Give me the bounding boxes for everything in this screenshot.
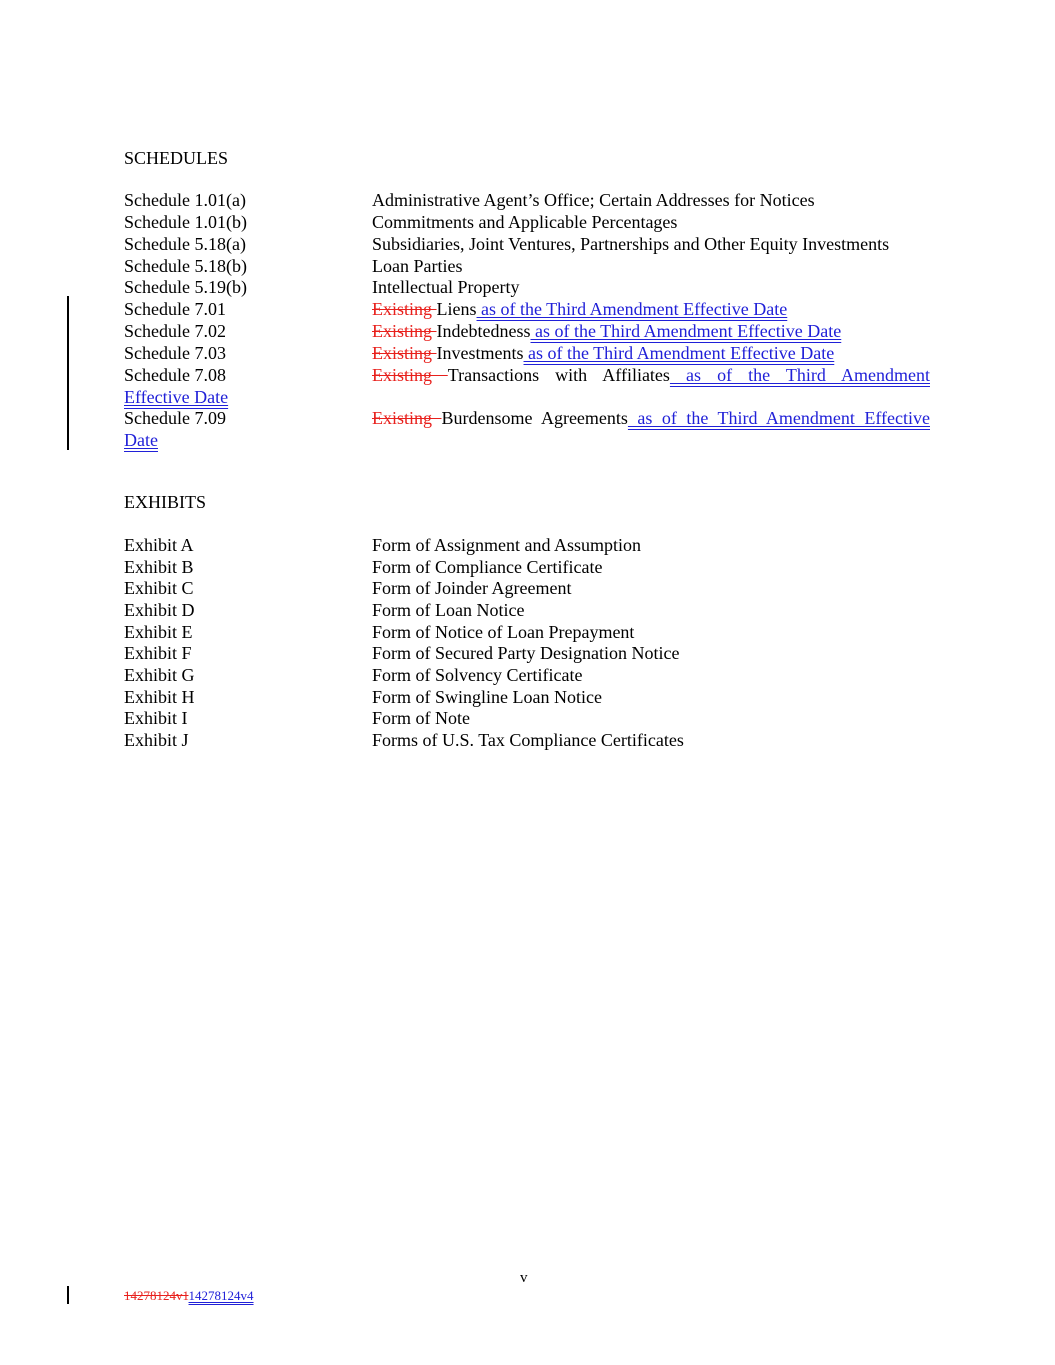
document-id-footer <box>124 1287 254 1305</box>
exhibit-title: Form of Assignment and Assumption <box>372 535 642 555</box>
inserted-text-continuation: Effective Date <box>124 387 229 407</box>
schedule-title: Administrative Agent’s Office; Certain Addresses for Notices <box>372 190 815 210</box>
exhibit-title: Form of Secured Party Designation Notice <box>372 643 680 663</box>
schedule-label: Schedule 7.01 <box>124 299 226 319</box>
exhibit-title: Form of Swingline Loan Notice <box>372 687 602 707</box>
inserted-text-continuation: Date <box>124 430 158 450</box>
change-bar <box>67 296 69 450</box>
exhibit-label: Exhibit E <box>124 622 193 642</box>
inserted-text: as of the Third Amendment Effective <box>627 408 930 428</box>
change-bar <box>67 1286 69 1304</box>
exhibit-title: Form of Loan Notice <box>372 600 525 620</box>
schedule-label: Schedule 7.08 <box>124 365 226 385</box>
exhibit-label: Exhibit C <box>124 578 194 598</box>
schedule-label: Schedule 7.09 <box>124 408 226 428</box>
schedule-title <box>372 320 841 342</box>
inserted-text: as of the Third Amendment Effective Date <box>476 299 788 319</box>
schedule-title: Loan Parties <box>372 256 463 276</box>
schedule-title-text: Indebtedness <box>436 321 531 341</box>
exhibit-label: Exhibit H <box>124 687 195 707</box>
schedule-title <box>372 407 930 429</box>
exhibit-title: Forms of U.S. Tax Compliance Certificates <box>372 730 684 750</box>
exhibit-title: Form of Solvency Certificate <box>372 665 583 685</box>
inserted-text: as of the Third Amendment Effective Date <box>530 321 842 341</box>
exhibit-title: Form of Note <box>372 708 470 728</box>
exhibit-label: Exhibit D <box>124 600 195 620</box>
inserted-document-id: 14278124v4 <box>188 1288 254 1303</box>
deleted-text: Existing <box>372 321 437 341</box>
schedule-title: Subsidiaries, Joint Ventures, Partnerships and Other Equity Investments <box>372 234 890 254</box>
inserted-text: as of the Third Amendment <box>669 365 930 385</box>
exhibit-title: Form of Compliance Certificate <box>372 557 603 577</box>
schedule-label: Schedule 5.18(a) <box>124 234 246 254</box>
exhibit-label: Exhibit F <box>124 643 192 663</box>
deleted-text: Existing <box>372 365 448 385</box>
schedule-title-text: Burdensome Agreements <box>441 408 628 428</box>
schedule-label: Schedule 5.19(b) <box>124 277 247 297</box>
deleted-text: Existing <box>372 408 442 428</box>
exhibit-label: Exhibit B <box>124 557 194 577</box>
schedule-title-text: Liens <box>436 299 477 319</box>
deleted-text: Existing <box>372 299 437 319</box>
schedules-heading: SCHEDULES <box>124 148 229 168</box>
exhibit-title: Form of Notice of Loan Prepayment <box>372 622 635 642</box>
schedule-label: Schedule 5.18(b) <box>124 256 247 276</box>
schedule-label: Schedule 1.01(b) <box>124 212 247 232</box>
schedule-title <box>372 364 930 386</box>
schedule-title <box>372 298 787 320</box>
exhibit-title: Form of Joinder Agreement <box>372 578 572 598</box>
schedule-title: Intellectual Property <box>372 277 520 297</box>
exhibit-label: Exhibit G <box>124 665 195 685</box>
schedule-title-text: Investments <box>436 343 524 363</box>
schedule-title-text: Transactions with Affiliates <box>447 365 670 385</box>
exhibit-label: Exhibit I <box>124 708 188 728</box>
exhibit-label: Exhibit A <box>124 535 194 555</box>
deleted-document-id: 14278124v1 <box>124 1288 189 1303</box>
schedule-label: Schedule 7.03 <box>124 343 226 363</box>
exhibits-heading: EXHIBITS <box>124 492 206 512</box>
schedule-title <box>372 342 834 364</box>
exhibit-label: Exhibit J <box>124 730 189 750</box>
deleted-text: Existing <box>372 343 437 363</box>
inserted-text: as of the Third Amendment Effective Date <box>523 343 835 363</box>
schedule-label: Schedule 7.02 <box>124 321 226 341</box>
schedule-label: Schedule 1.01(a) <box>124 190 246 210</box>
page-number: v <box>520 1270 528 1286</box>
schedule-title: Commitments and Applicable Percentages <box>372 212 678 232</box>
